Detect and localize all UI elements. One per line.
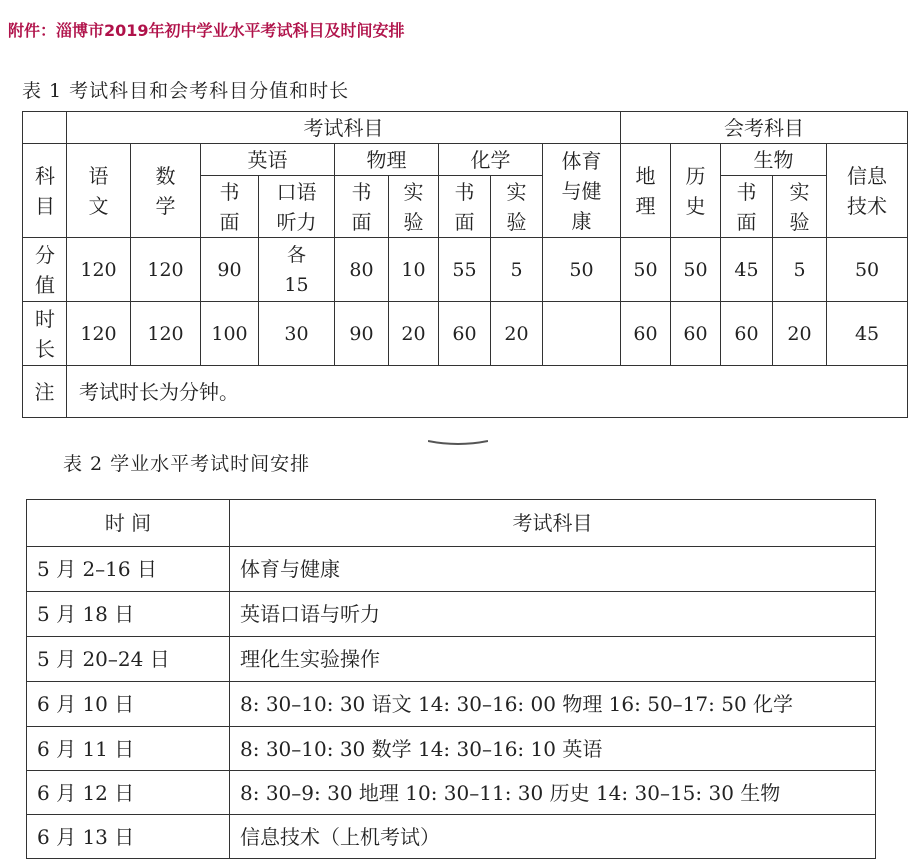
score-xinxi: 50 — [827, 238, 908, 302]
col-subject-header: 考试科目 — [230, 500, 876, 547]
group-exam-header: 考试科目 — [67, 112, 621, 144]
score-tiyu: 50 — [543, 238, 621, 302]
sub-yy-kouyu: 口语听力 — [259, 176, 335, 238]
schedule-subject: 8: 30–10: 30 数学 14: 30–16: 10 英语 — [230, 727, 876, 771]
note-label: 注 — [23, 366, 67, 418]
subject-row-label: 科目 — [23, 144, 67, 238]
score-wl-shumian: 80 — [335, 238, 389, 302]
sub-yy-shumian: 书面 — [201, 176, 259, 238]
time-tiyu — [543, 302, 621, 366]
schedule-subject: 理化生实验操作 — [230, 637, 876, 682]
score-shuxue: 120 — [131, 238, 201, 302]
time-row-label: 时长 — [23, 302, 67, 366]
time-yy-shumian: 100 — [201, 302, 259, 366]
time-sw-shumian: 60 — [721, 302, 773, 366]
subject-yuwen: 语文 — [67, 144, 131, 238]
schedule-subject: 8: 30–10: 30 语文 14: 30–16: 00 物理 16: 50–17: 50 化学 — [230, 682, 876, 727]
table2-caption: 表 2 学业水平考试时间安排 — [63, 453, 311, 475]
schedule-row — [27, 771, 876, 815]
divider-mark — [428, 440, 488, 446]
time-yy-kouyu: 30 — [259, 302, 335, 366]
schedule-subject: 英语口语与听力 — [230, 592, 876, 637]
time-shuxue: 120 — [131, 302, 201, 366]
table1-caption: 表 1 考试科目和会考科目分值和时长 — [22, 80, 350, 102]
schedule-subject: 8: 30–9: 30 地理 10: 30–11: 30 历史 14: 30–15: 30 生物 — [230, 771, 876, 815]
score-wl-shiyan: 10 — [389, 238, 439, 302]
time-sw-shiyan: 20 — [773, 302, 827, 366]
schedule-date: 5 月 2–16 日 — [27, 547, 230, 592]
time-lishi: 60 — [671, 302, 721, 366]
sub-sw-shiyan: 实验 — [773, 176, 827, 238]
note-text: 考试时长为分钟。 — [67, 366, 908, 418]
table1-group-row — [23, 112, 908, 144]
schedule-subject: 体育与健康 — [230, 547, 876, 592]
table1-subject-row — [23, 144, 908, 176]
schedule-row — [27, 815, 876, 859]
score-row-label: 分值 — [23, 238, 67, 302]
schedule-date: 5 月 18 日 — [27, 592, 230, 637]
subject-huaxue: 化学 — [439, 144, 543, 176]
subject-shuxue: 数学 — [131, 144, 201, 238]
schedule-date: 5 月 20–24 日 — [27, 637, 230, 682]
sub-sw-shumian: 书面 — [721, 176, 773, 238]
schedule-subject: 信息技术（上机考试） — [230, 815, 876, 859]
col-time-header: 时 间 — [27, 500, 230, 547]
schedule-header-row — [27, 500, 876, 547]
score-hx-shumian: 55 — [439, 238, 491, 302]
subject-yingyu: 英语 — [201, 144, 335, 176]
sub-hx-shumian: 书面 — [439, 176, 491, 238]
subject-wuli: 物理 — [335, 144, 439, 176]
sub-wl-shiyan: 实验 — [389, 176, 439, 238]
sub-hx-shiyan: 实验 — [491, 176, 543, 238]
schedule-row — [27, 727, 876, 771]
time-wl-shumian: 90 — [335, 302, 389, 366]
time-dili: 60 — [621, 302, 671, 366]
subject-dili: 地理 — [621, 144, 671, 238]
sub-wl-shumian: 书面 — [335, 176, 389, 238]
score-duration-table — [22, 111, 908, 418]
time-hx-shumian: 60 — [439, 302, 491, 366]
schedule-row — [27, 547, 876, 592]
page-header: 附件：淄博市2019年初中学业水平考试科目及时间安排 — [8, 21, 405, 40]
subject-lishi: 历史 — [671, 144, 721, 238]
schedule-row — [27, 637, 876, 682]
schedule-date: 6 月 11 日 — [27, 727, 230, 771]
table1-time-row — [23, 302, 908, 366]
group-huikao-header: 会考科目 — [621, 112, 908, 144]
score-sw-shumian: 45 — [721, 238, 773, 302]
subject-xinxi: 信息技术 — [827, 144, 908, 238]
score-yuwen: 120 — [67, 238, 131, 302]
corner-cell — [23, 112, 67, 144]
schedule-date: 6 月 13 日 — [27, 815, 230, 859]
score-yy-shumian: 90 — [201, 238, 259, 302]
table1-score-row — [23, 238, 908, 302]
score-hx-shiyan: 5 — [491, 238, 543, 302]
score-yy-kouyu: 各15 — [259, 238, 335, 302]
time-wl-shiyan: 20 — [389, 302, 439, 366]
subject-tiyu: 体育与健康 — [543, 144, 621, 238]
score-lishi: 50 — [671, 238, 721, 302]
schedule-date: 6 月 12 日 — [27, 771, 230, 815]
time-yuwen: 120 — [67, 302, 131, 366]
schedule-date: 6 月 10 日 — [27, 682, 230, 727]
time-xinxi: 45 — [827, 302, 908, 366]
table1-note-row — [23, 366, 908, 418]
schedule-row — [27, 592, 876, 637]
schedule-table — [26, 499, 876, 859]
score-sw-shiyan: 5 — [773, 238, 827, 302]
time-hx-shiyan: 20 — [491, 302, 543, 366]
schedule-row — [27, 682, 876, 727]
score-dili: 50 — [621, 238, 671, 302]
subject-shengwu: 生物 — [721, 144, 827, 176]
